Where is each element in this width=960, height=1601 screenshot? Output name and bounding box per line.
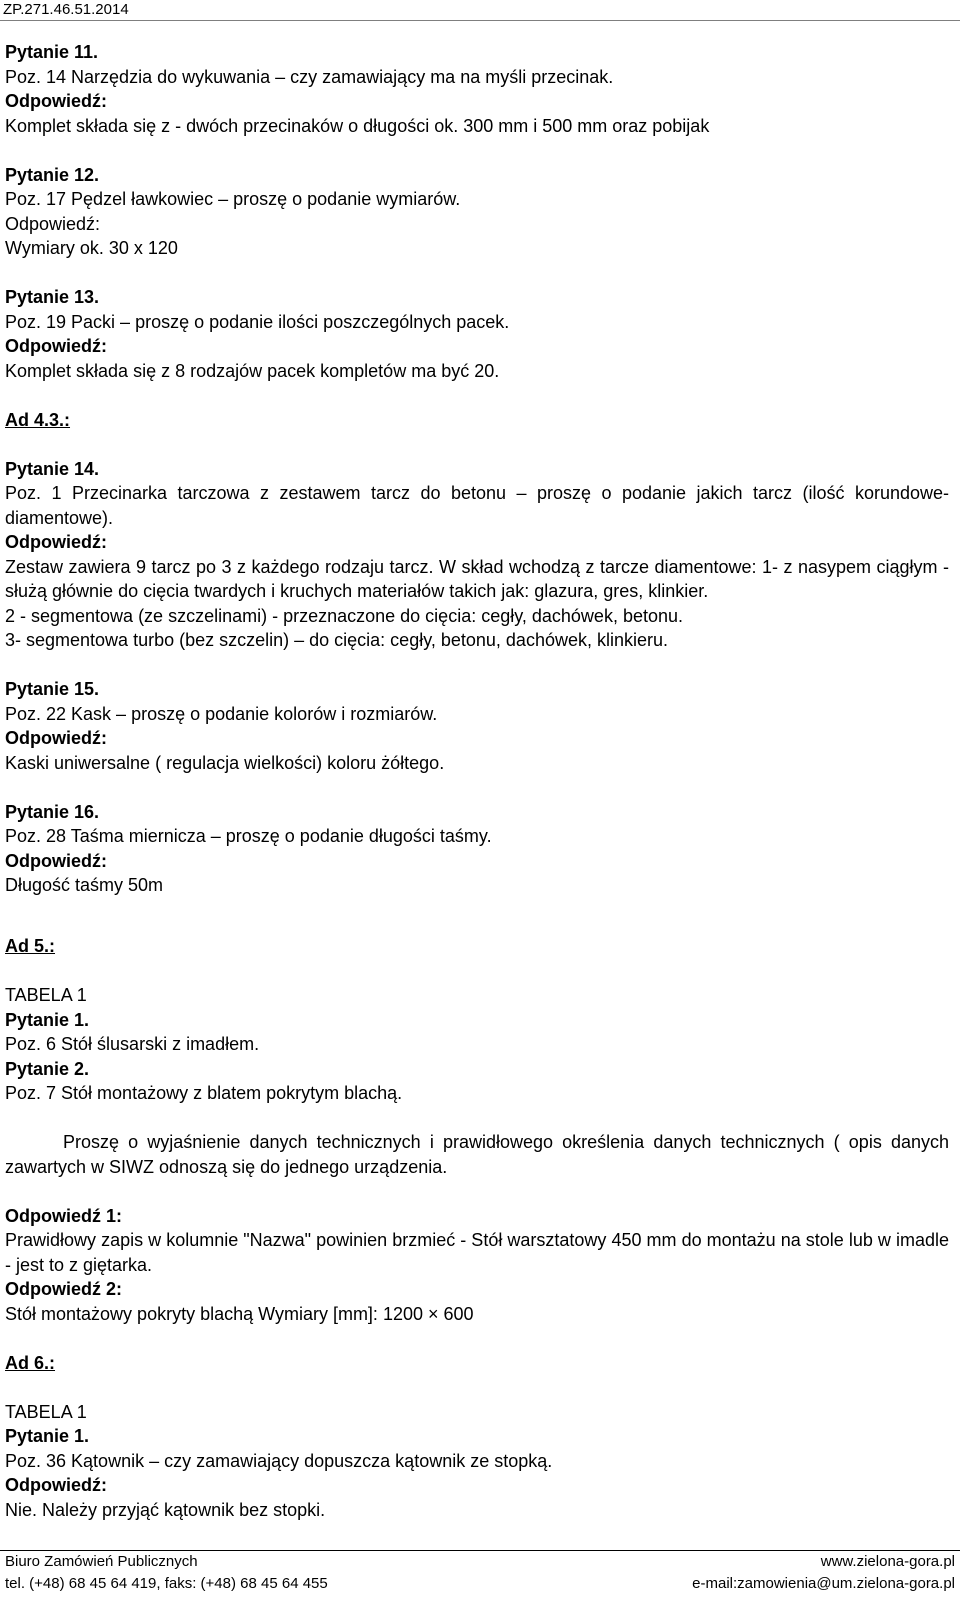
question-title: Pytanie 16.: [5, 801, 100, 822]
question-text: Poz. 14 Narzędzia do wykuwania – czy zamawiający ma na myśli przecinak.: [5, 66, 614, 87]
question-text: Poz. 36 Kątownik – czy zamawiający dopuszcza kątownik ze stopką.: [5, 1450, 553, 1471]
answer-text: Nie. Należy przyjąć kątownik bez stopki.: [5, 1499, 326, 1520]
answer-text: Komplet składa się z 8 rodzajów pacek kompletów ma być 20.: [5, 360, 500, 381]
question-title: Pytanie 11.: [5, 42, 99, 62]
question-title: Pytanie 14.: [5, 458, 100, 479]
question-text: Poz. 22 Kask – proszę o podanie kolorów i rozmiarów.: [5, 703, 438, 724]
answer-label: Odpowiedź 1:: [5, 1205, 122, 1226]
question-title: Pytanie 2.: [5, 1058, 90, 1079]
answer-text: Zestaw zawiera 9 tarcz po 3 z każdego rodzaju tarcz. W skład wchodzą z tarcze diamentowe: 1- z nasypem ciągłym - służą głównie do cięcia twardych i kruchych materiałów takich jak: glazura, gres, klinkier.: [5, 556, 949, 601]
question-title: Pytanie 12.: [5, 164, 100, 185]
footer-website-link[interactable]: www.zielona-gora.pl: [820, 1553, 955, 1570]
answer-text: 3- segmentowa turbo (bez szczelin) – do cięcia: cegły, betonu, dachówek, klinkieru.: [5, 630, 669, 650]
answer-label: Odpowiedź:: [5, 850, 107, 871]
question-text: Poz. 7 Stół montażowy z blatem pokrytym blachą.: [5, 1083, 403, 1103]
section-heading: Ad 4.3.:: [5, 409, 71, 430]
footer-phone: tel. (+48) 68 45 64 419, faks: (+48) 68 45 64 455: [5, 1575, 328, 1592]
answer-label: Odpowiedź:: [5, 1475, 107, 1495]
question-text: Poz. 28 Taśma miernicza – proszę o podanie długości taśmy.: [5, 826, 492, 846]
page-footer: [0, 1550, 960, 1601]
answer-text: 2 - segmentowa (ze szczelinami) - przeznaczone do cięcia: cegły, dachówek, betonu.: [5, 605, 683, 626]
question-text: Poz. 6 Stół ślusarski z imadłem.: [5, 1034, 260, 1054]
table-label: TABELA 1: [5, 985, 87, 1005]
answer-text: Wymiary ok. 30 x 120: [5, 238, 178, 258]
answer-label: Odpowiedź:: [5, 213, 101, 234]
answer-text: Długość taśmy 50m: [5, 875, 164, 895]
answer-label: Odpowiedź:: [5, 91, 107, 111]
question-title: Pytanie 13.: [5, 287, 100, 307]
page-header: [0, 0, 960, 21]
question-text: Poz. 19 Packi – proszę o podanie ilości poszczególnych pacek.: [5, 311, 510, 332]
section-heading: Ad 5.:: [5, 936, 56, 956]
answer-text: Prawidłowy zapis w kolumnie "Nazwa" powinien brzmieć - Stół warsztatowy 450 mm do montażu na stole lub w imadle - jest to z giętarka.: [5, 1230, 949, 1275]
table-label: TABELA 1: [5, 1401, 87, 1422]
request-text: Proszę o wyjaśnienie danych technicznych i prawidłowego określenia danych technicznych ( opis danych zawartych w SIWZ odnoszą się do jednego urządzenia.: [5, 1132, 949, 1177]
question-title: Pytanie 15.: [5, 679, 100, 699]
document-body: [5, 40, 949, 1522]
question-text: Poz. 1 Przecinarka tarczowa z zestawem tarcz do betonu – proszę o podanie jakich tarcz (ilość korundowe-diamentowe).: [5, 483, 949, 528]
answer-label: Odpowiedź:: [5, 728, 107, 748]
question-title: Pytanie 1.: [5, 1426, 90, 1446]
answer-text: Stół montażowy pokryty blachą Wymiary [mm]: 1200 × 600: [5, 1303, 474, 1324]
answer-label: Odpowiedź 2:: [5, 1279, 122, 1299]
answer-text: Kaski uniwersalne ( regulacja wielkości) koloru żółtego.: [5, 752, 445, 773]
section-heading: Ad 6.:: [5, 1352, 56, 1373]
document-reference: ZP.271.46.51.2014: [3, 1, 129, 18]
footer-office: Biuro Zamówień Publicznych: [5, 1553, 198, 1570]
question-text: Poz. 17 Pędzel ławkowiec – proszę o podanie wymiarów.: [5, 189, 461, 209]
answer-label: Odpowiedź:: [5, 532, 107, 552]
footer-email-link[interactable]: e-mail:zamowienia@um.zielona-gora.pl: [692, 1575, 955, 1592]
answer-label: Odpowiedź:: [5, 336, 107, 356]
answer-text: Komplet składa się z - dwóch przecinaków o długości ok. 300 mm i 500 mm oraz pobijak: [5, 115, 710, 136]
question-title: Pytanie 1.: [5, 1009, 90, 1030]
